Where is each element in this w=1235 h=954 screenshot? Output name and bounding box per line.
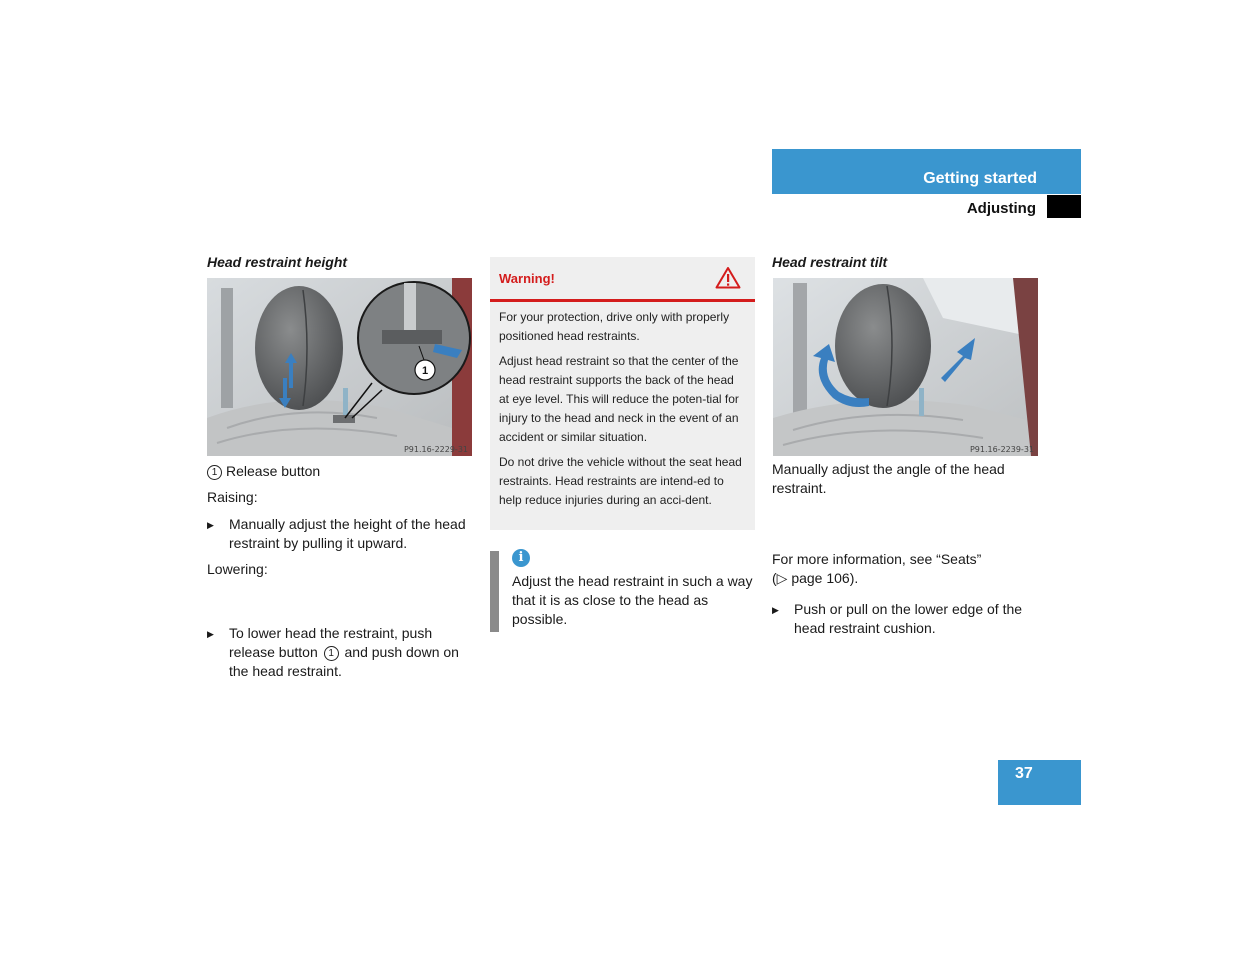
warning-paragraph-2: Adjust head restraint so that the center of the head restraint supports the back of the head at eye level. This will reduce the poten-tial for injury to the head and neck in the event of an accident or similar situation. (499, 354, 739, 444)
warning-body (490, 302, 755, 510)
info-icon: i (512, 549, 530, 567)
tilt-step: ▶ Push or pull on the lower edge of the head restraint cushion. (772, 600, 1039, 638)
page-reference-link[interactable]: (▷ page 106). (772, 570, 859, 586)
raising-label: Raising: (207, 489, 258, 505)
more-info-line-1: For more information, see “Seats” (772, 551, 982, 567)
legend-number: 1 (207, 465, 222, 480)
callout-number: 1 (421, 365, 429, 377)
page-number-box (998, 760, 1081, 805)
legend-item (207, 462, 472, 481)
warning-paragraph-1: For your protection, drive only with properly positioned head restraints. (499, 310, 730, 343)
head-restraint-tilt-illustration (773, 278, 1038, 456)
warning-header (490, 257, 755, 302)
figure-code-right: P91.16-2239-31 (969, 445, 1034, 454)
figure-code-left: P91.16-2229-31 (403, 445, 468, 454)
head-restraint-height-illustration (207, 278, 472, 456)
legend-label: Release button (226, 463, 321, 479)
lowering-step-text-b: and push down on the head restraint. (229, 644, 459, 679)
tilt-intro: Manually adjust the angle of the head restraint. (772, 461, 1005, 496)
head-restraint-tilt-drawing (773, 278, 1038, 456)
section-title: Getting started (923, 170, 1037, 187)
warning-box (490, 257, 755, 530)
warning-paragraph-3: Do not drive the vehicle without the seat head restraints. Head restraints are intend-ed to help reduce injuries during an acci-dent. (499, 455, 742, 507)
head-restraint-height-drawing (207, 278, 472, 456)
warning-label: Warning! (499, 271, 555, 286)
lowering-step-text-a: To lower head the restraint, push release button (229, 625, 433, 660)
lowering-label: Lowering: (207, 561, 268, 577)
section-marker (1047, 195, 1081, 218)
lowering-step (207, 624, 474, 681)
left-column-title: Head restraint height (207, 254, 348, 270)
warning-triangle-icon (715, 266, 741, 289)
page-number: 37 (1015, 765, 1033, 782)
info-text: Adjust the head restraint in such a way that it is as close to the head as possible. (512, 573, 753, 627)
right-column-title: Head restraint tilt (772, 254, 888, 270)
info-bar (490, 551, 499, 632)
subsection-title: Adjusting (966, 200, 1036, 217)
more-info (772, 550, 1037, 588)
raising-step: ▶ Manually adjust the height of the head restraint by pulling it upward. (207, 515, 474, 553)
section-tab (772, 149, 1081, 194)
release-button-number: 1 (324, 646, 339, 661)
